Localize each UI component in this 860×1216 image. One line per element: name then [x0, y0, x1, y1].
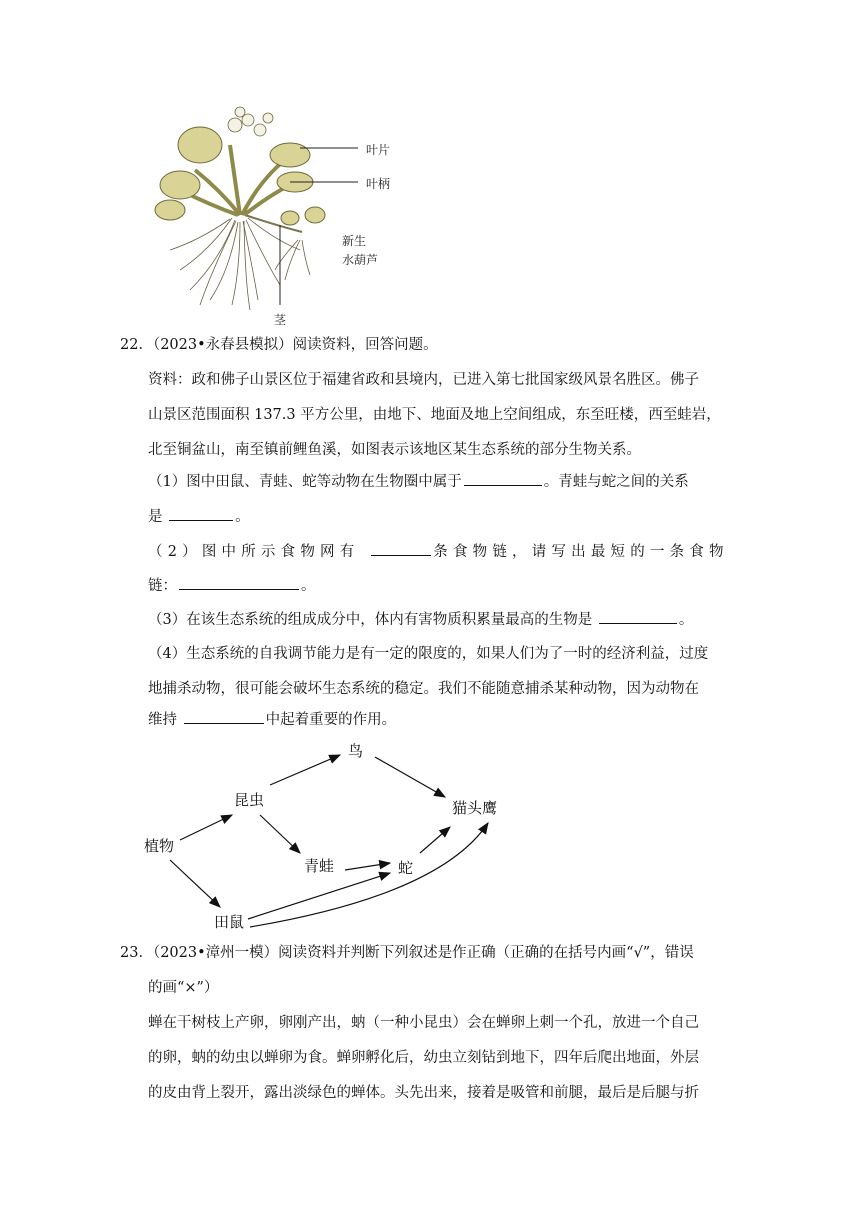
node-plant: 植物: [144, 837, 175, 855]
arrow-insect-frog: [260, 815, 300, 853]
food-web-arrows: [140, 735, 520, 935]
q22-sub4-text-2: 中起着重要的作用。: [265, 712, 397, 728]
q22-sub3-line: [148, 609, 693, 630]
arrow-frog-snake: [345, 863, 390, 870]
q22-heading: [120, 335, 438, 355]
arrow-snake-owl: [420, 827, 450, 853]
answer-blank[interactable]: [169, 506, 233, 521]
q22-sub1-line1: [148, 471, 689, 492]
node-mouse: 田鼠: [214, 913, 245, 931]
q22-number: 22．: [120, 337, 153, 353]
node-bird: 鸟: [348, 742, 364, 760]
q22-sub1-text-3: 是: [148, 509, 163, 525]
water-hyacinth-illustration: [140, 100, 400, 330]
node-snake: 蛇: [398, 859, 414, 877]
q22-sub2-text-4: 。: [301, 578, 316, 594]
q22-prompt: 阅读资料，回答问题。: [292, 337, 438, 353]
node-insect: 昆虫: [234, 791, 265, 809]
q22-source: （2023•永春县模拟）: [152, 337, 293, 353]
q22-material-line: 山景区范围面积 137.3 平方公里，由地下、地面及地上空间组成，东至旺楼，西至蛙岩，: [148, 407, 721, 423]
arrow-insect-bird: [270, 755, 340, 785]
plant-figure: [140, 100, 400, 330]
node-owl: 猫头鹰: [452, 799, 498, 817]
label-petiole: 叶柄: [366, 177, 391, 191]
food-web-diagram: [140, 735, 520, 935]
q22-sub2-text-2: 条食物链，请写出最短的一条食物: [433, 544, 729, 560]
q23-heading: [120, 943, 694, 963]
q22-sub2-text: （2）图中所示食物网有: [148, 544, 360, 560]
q22-sub4-text: 维持: [148, 712, 177, 728]
q22-sub4-line3: [148, 709, 396, 730]
q23-number: 23．: [120, 945, 153, 961]
label-new-plant-line2: 水葫芦: [342, 253, 379, 267]
q22-sub4-line: 地捕杀动物，很可能会破坏生态系统的稳定。我们不能随意捕杀某种动物，因为动物在: [148, 681, 699, 697]
node-frog: 青蛙: [304, 857, 335, 875]
q22-sub2-text-3: 链：: [148, 578, 177, 594]
q22-sub1-line2: [148, 506, 250, 527]
answer-blank[interactable]: [599, 609, 677, 624]
q22-sub1-text-2: 。青蛙与蛇之间的关系: [543, 474, 689, 490]
answer-blank[interactable]: [464, 471, 542, 486]
q22-material-line: 资料：政和佛子山景区位于福建省政和县境内，已进入第七批国家级风景名胜区。佛子: [148, 372, 699, 388]
arrow-plant-mouse: [170, 860, 220, 907]
q22-sub1-text-4: 。: [235, 509, 250, 525]
arrow-plant-insect: [180, 815, 232, 840]
answer-blank[interactable]: [184, 709, 264, 724]
q22-sub4-line: （4）生态系统的自我调节能力是有一定的限度的，如果人们为了一时的经济利益，过度: [148, 646, 709, 662]
q22-material-line: 北至铜盆山，南至镇前鲤鱼溪，如图表示该地区某生态系统的部分生物关系。: [148, 442, 641, 458]
q22-sub2-line1: [148, 541, 729, 562]
q23-body-line: 的皮由背上裂开，露出淡绿色的蝉体。头先出来，接着是吸管和前腿，最后是后腿与折: [148, 1085, 699, 1101]
arrow-mouse-snake: [248, 873, 390, 919]
q22-sub2-line2: [148, 575, 316, 596]
q22-sub3-text: （3）在该生态系统的组成成分中，体内有害物质积累量最高的生物是: [148, 612, 593, 628]
label-stem: 茎: [274, 313, 287, 327]
q23-body-line: 的卵，蚋的幼虫以蝉卵为食。蝉卵孵化后，幼虫立刻钻到地下，四年后爬出地面，外层: [148, 1050, 699, 1066]
answer-blank[interactable]: [371, 541, 431, 556]
q22-sub3-text-2: 。: [678, 612, 694, 628]
q22-sub1-text: （1）图中田鼠、青蛙、蛇等动物在生物圈中属于: [148, 474, 462, 490]
q23-line1: （2023•漳州一模）阅读资料并判断下列叙述是作正确（正确的在括号内画“√”，错误: [152, 945, 694, 961]
q23-line2: 的画“×”）: [148, 980, 219, 996]
label-new-plant-line1: 新生: [342, 234, 367, 248]
answer-blank[interactable]: [179, 575, 299, 590]
label-leaf: 叶片: [366, 143, 391, 157]
q23-body-line: 蝉在干树枝上产卵，卵刚产出，蚋（一种小昆虫）会在蝉卵上刺一个孔，放进一个自己: [148, 1015, 699, 1031]
arrow-bird-owl: [375, 757, 445, 797]
